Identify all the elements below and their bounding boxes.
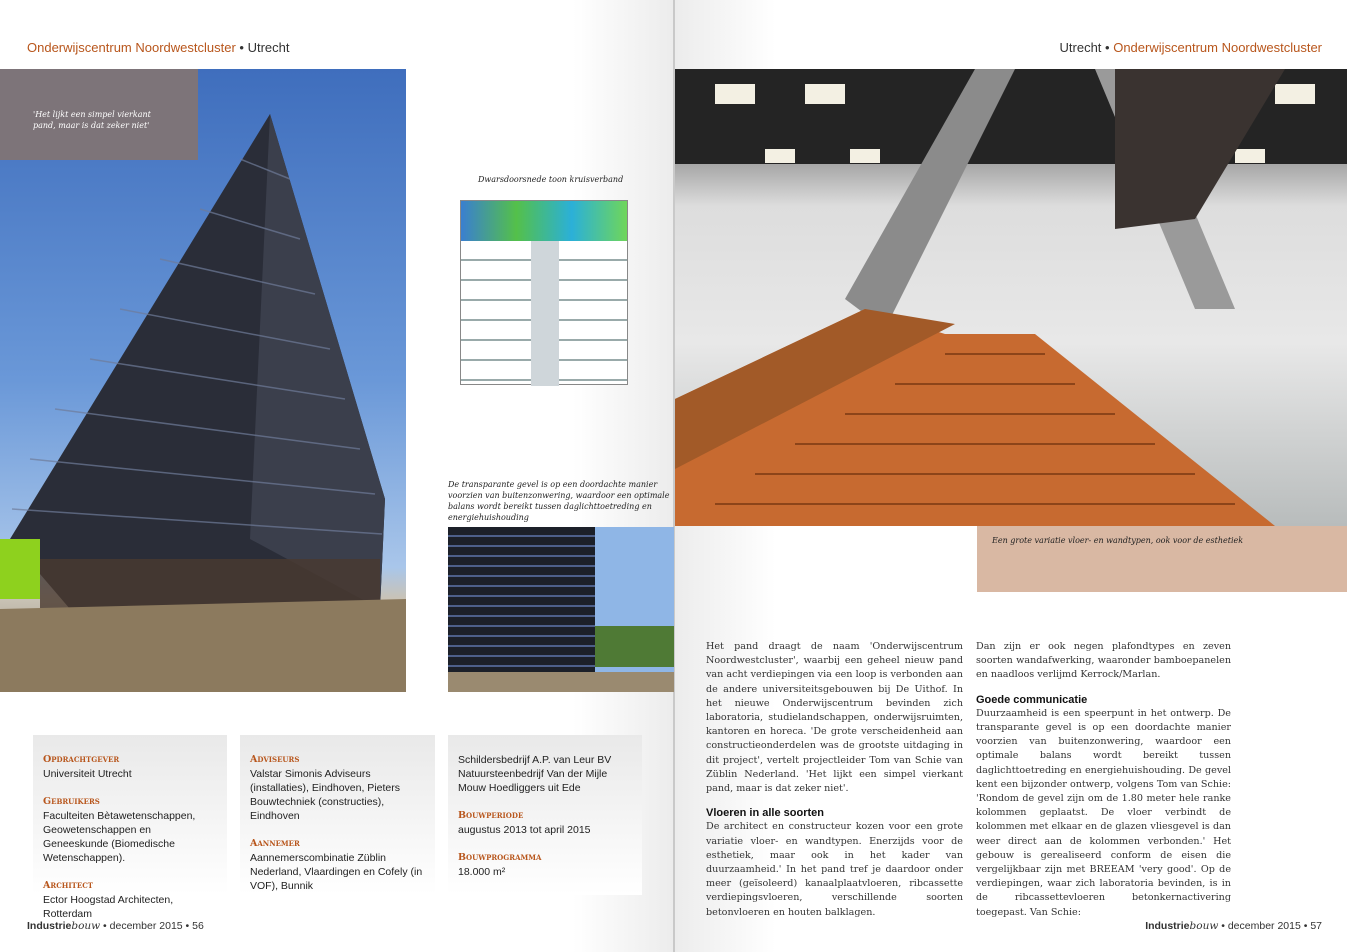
credit-value: Aannemerscombinatie Züblin Nederland, Vlaardingen en Cofely (in VOF), Bunnik (250, 852, 423, 892)
subheading: Goede communicatie (976, 693, 1088, 706)
stair-caption-box (977, 526, 1347, 592)
magazine-name: Industrie (1145, 920, 1190, 932)
magazine-name: Industrie (27, 920, 72, 932)
credit-line: Natuursteenbedrijf Van der Mijle (458, 768, 608, 780)
magazine-name-italic: bouw (71, 920, 101, 932)
credit-value: 18.000 m² (458, 866, 506, 878)
facade-photo (448, 527, 674, 692)
credit-value: augustus 2013 tot april 2015 (458, 824, 591, 836)
subheading: Vloeren in alle soorten (706, 807, 824, 820)
credit-value: Ector Hoogstad Architecten, Rotterdam (43, 894, 174, 920)
building-illustration (0, 69, 406, 692)
diagram-caption: Dwarsdoorsnede toon kruisverband (478, 175, 624, 184)
stair-caption: Een grote variatie vloer- en wandtypen, ook voor de esthetiek (992, 536, 1244, 545)
paragraph: Het pand draagt de naam 'Onderwijscentrum Noordwestcluster', waarbij een geheel nieuw pand van acht verdiepingen via een loop is verbonden aan de andere universiteitsgebouwen bij De Uithof. In het nieuwe Onderwijscentrum bevinden zich laboratoria, studielandschappen, onderwijsruimten, kantoren en horeca. 'De grote verscheidenheid aan constructieonderdelen was de grootste uitdaging in dit project', vertelt projectleider Tom van Schie van Züblin Nederland. 'Het lijkt een simpel vierkant pand, maar is dat zeker niet'. (706, 641, 963, 795)
credit-label: Adviseurs (250, 754, 300, 765)
credit-value: Universiteit Utrecht (43, 768, 132, 780)
staircase-illustration (675, 69, 1347, 526)
paragraph: De architect en constructeur kozen voor een grote variatie vloer- en wandtypen. Enerzijds voor de esthetiek, maar ook in het kader van duurzaamheid.' In het pand tref je daardoor onder meer (geïsoleerd) kanaalplaatvloeren, ribcassette verdiepingsvloeren, verschillende soorten betonvloeren en houten balklagen. (706, 821, 963, 918)
credits-box-1 (33, 735, 227, 920)
staircase-photo (675, 69, 1347, 526)
article-column-2 (976, 640, 1231, 920)
issue-page: • december 2015 • 56 (100, 920, 204, 932)
right-header (1060, 40, 1322, 55)
footer-left (27, 920, 204, 932)
credit-value: Valstar Simonis Adviseurs (installaties), Eindhoven, Pieters Bouwtechniek (constructies), Eindhoven (250, 768, 400, 822)
header-city: Utrecht (1059, 40, 1102, 55)
credit-value: Faculteiten Bètawetenschappen, Geowetenschappen en Geneeskunde (Biomedische Wetenschappen). (43, 810, 196, 864)
credit-label: Opdrachtgever (43, 754, 120, 765)
credit-label: Bouwperiode (458, 810, 524, 821)
cross-section-diagram (460, 200, 628, 385)
credit-line: Mouw Hoedliggers uit Ede (458, 782, 581, 794)
header-title: Onderwijscentrum Noordwestcluster (27, 40, 236, 55)
quote-text: 'Het lijkt een simpel vierkant pand, maar is dat zeker niet' (33, 110, 151, 130)
credits-box-3 (448, 735, 642, 895)
credit-line: Schildersbedrijf A.P. van Leur BV (458, 754, 612, 766)
paragraph: Duurzaamheid is een speerpunt in het ontwerp. De transparante gevel is op een doordachte manier voorzien van buitenzonwering, waardoor een optimale balans wordt bereikt tussen daglichttoetreding en energiehuishouding. De gevel kent een bijzonder ontwerp, volgens Tom van Schie: 'Rondom de gevel zijn om de 1.80 meter hele ranke kolommen geplaatst. De vloer verbindt de kolommen met elkaar en de glazen vliesgevel is dan weer direct aan de kolommen verbonden.' Het gebouw is gerealiseerd conform de eisen die vergelijkbaar zijn met BREEAM 'very good'. Op de verdiepingen, waar zich laboratoria bevinden, is in de ribcassettevloeren betonkernactivering toegepast. Van Schie: (976, 707, 1231, 918)
issue-page: • december 2015 • 57 (1218, 920, 1322, 932)
article-column-1 (706, 640, 963, 920)
footer-right (1145, 920, 1322, 932)
left-header (27, 40, 289, 55)
credit-label: Aannemer (250, 838, 300, 849)
building-photo (0, 69, 406, 692)
header-sep: • (235, 40, 248, 55)
credits-box-2 (240, 735, 435, 895)
header-city: Utrecht (247, 40, 290, 55)
header-title: Onderwijscentrum Noordwestcluster (1113, 40, 1322, 55)
paragraph: Dan zijn er ook negen plafondtypes en zeven soorten wandafwerking, waaronder bamboepanelen en naadloos verlijmd Kerrock/Marlan. (976, 641, 1231, 681)
quote-box (0, 69, 198, 160)
header-sep: • (1101, 40, 1114, 55)
facade-caption: De transparante gevel is op een doordachte manier voorzien van buitenzonwering, waardoor een optimale balans wordt bereikt tussen daglichttoetreding en energiehuishouding (448, 480, 670, 522)
magazine-name-italic: bouw (1189, 920, 1219, 932)
credit-label: Architect (43, 880, 93, 891)
credit-label: Gebruikers (43, 796, 100, 807)
credit-label: Bouwprogramma (458, 852, 542, 863)
